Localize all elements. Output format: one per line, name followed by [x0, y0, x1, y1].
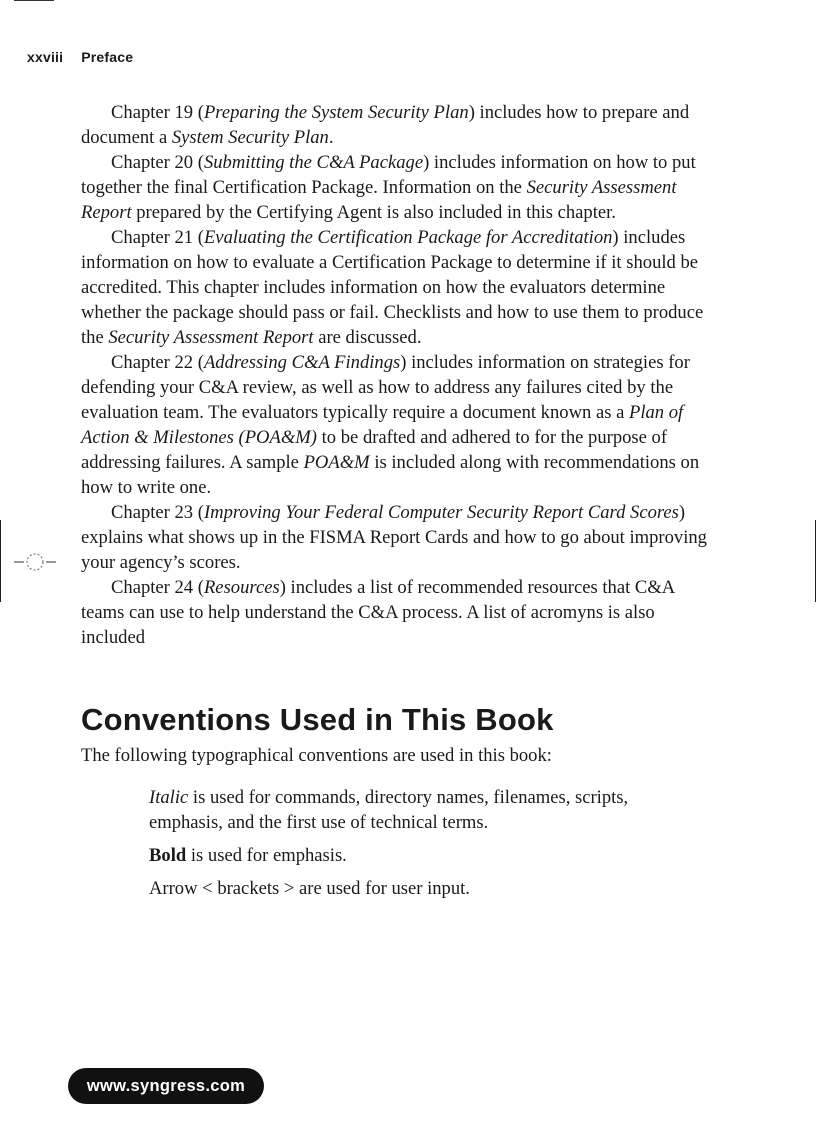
- italic-term: POA&M: [303, 452, 370, 473]
- convention-brackets: [149, 876, 669, 901]
- text-run: to be drafted and adhered to for the purpose of addressing failures. A sample: [81, 427, 668, 473]
- convention-italic: [149, 785, 669, 835]
- text-run: Chapter 24 (: [111, 577, 204, 598]
- italic-term: Plan of Action & Milestones (POA&M): [81, 402, 684, 448]
- italic-title: Improving Your Federal Computer Security Report Card Scores: [203, 502, 679, 523]
- text-run: ) includes information on how to evaluate a Certification Package to determine if it should be accredited. This chapter includes information on how the evaluators determine whether the package should pass or fail. Checklists and how to use them to produce the: [81, 227, 704, 348]
- text-run: ) includes a list of recommended resources that C&A teams can use to help understand the C&A process. A list of acromyns is also included: [81, 577, 675, 648]
- paragraph-chapter-22: [81, 350, 711, 500]
- italic-title: Resources: [203, 577, 280, 598]
- left-margin-rule: [0, 520, 1, 602]
- section-intro: The following typographical conventions are used in this book:: [81, 745, 552, 766]
- italic-term: Security Assessment Report: [108, 327, 314, 348]
- italic-term: System Security Plan: [171, 127, 329, 148]
- convention-term: Italic: [149, 787, 189, 808]
- text-run: ) explains what shows up in the FISMA Report Cards and how to go about improving your agency’s scores.: [81, 502, 707, 573]
- conventions-list: [149, 785, 669, 909]
- text-run: ) includes how to prepare and document a: [81, 102, 690, 148]
- convention-description: is used for emphasis.: [186, 845, 347, 866]
- text-run: .: [328, 127, 334, 148]
- running-head-section: Preface: [81, 49, 134, 65]
- text-run: ) includes information on how to put together the final Certification Package. Information on the: [81, 152, 696, 198]
- convention-term: Bold: [149, 845, 187, 866]
- italic-title: Submitting the C&A Package: [203, 152, 424, 173]
- text-run: is included along with recommendations on how to write one.: [81, 452, 700, 498]
- section-heading: Conventions Used in This Book: [81, 702, 554, 737]
- paragraph-chapter-23: [81, 500, 711, 575]
- italic-term: Security Assessment Report: [81, 177, 677, 223]
- text-run: Chapter 21 (: [111, 227, 204, 248]
- text-run: prepared by the Certifying Agent is also included in this chapter.: [131, 202, 616, 223]
- registration-mark-icon: [14, 549, 58, 575]
- page-number: xxviii: [27, 49, 64, 65]
- convention-description: Arrow < brackets > are used for user input.: [149, 878, 470, 899]
- convention-description: is used for commands, directory names, filenames, scripts, emphasis, and the first use of technical terms.: [149, 787, 629, 833]
- italic-title: Preparing the System Security Plan: [203, 102, 469, 123]
- paragraph-chapter-20: [81, 150, 711, 225]
- text-run: ) includes information on strategies for defending your C&A review, as well as how to address any failures cited by the evaluation team. The evaluators typically require a document known as a: [81, 352, 690, 423]
- italic-title: Evaluating the Certification Package for Accreditation: [203, 227, 613, 248]
- footer-url-badge: www.syngress.com: [68, 1068, 264, 1104]
- convention-bold: [149, 843, 669, 868]
- paragraph-chapter-21: [81, 225, 711, 350]
- text-run: Chapter 19 (: [111, 102, 204, 123]
- text-run: Chapter 22 (: [111, 352, 204, 373]
- text-run: are discussed.: [313, 327, 422, 348]
- chapter-summaries: [81, 100, 711, 650]
- paragraph-chapter-24: [81, 575, 711, 650]
- running-head: [27, 49, 133, 65]
- text-run: Chapter 23 (: [111, 502, 204, 523]
- top-rule: [14, 0, 54, 1]
- text-run: Chapter 20 (: [111, 152, 204, 173]
- paragraph-chapter-19: [81, 100, 711, 150]
- italic-title: Addressing C&A Findings: [203, 352, 401, 373]
